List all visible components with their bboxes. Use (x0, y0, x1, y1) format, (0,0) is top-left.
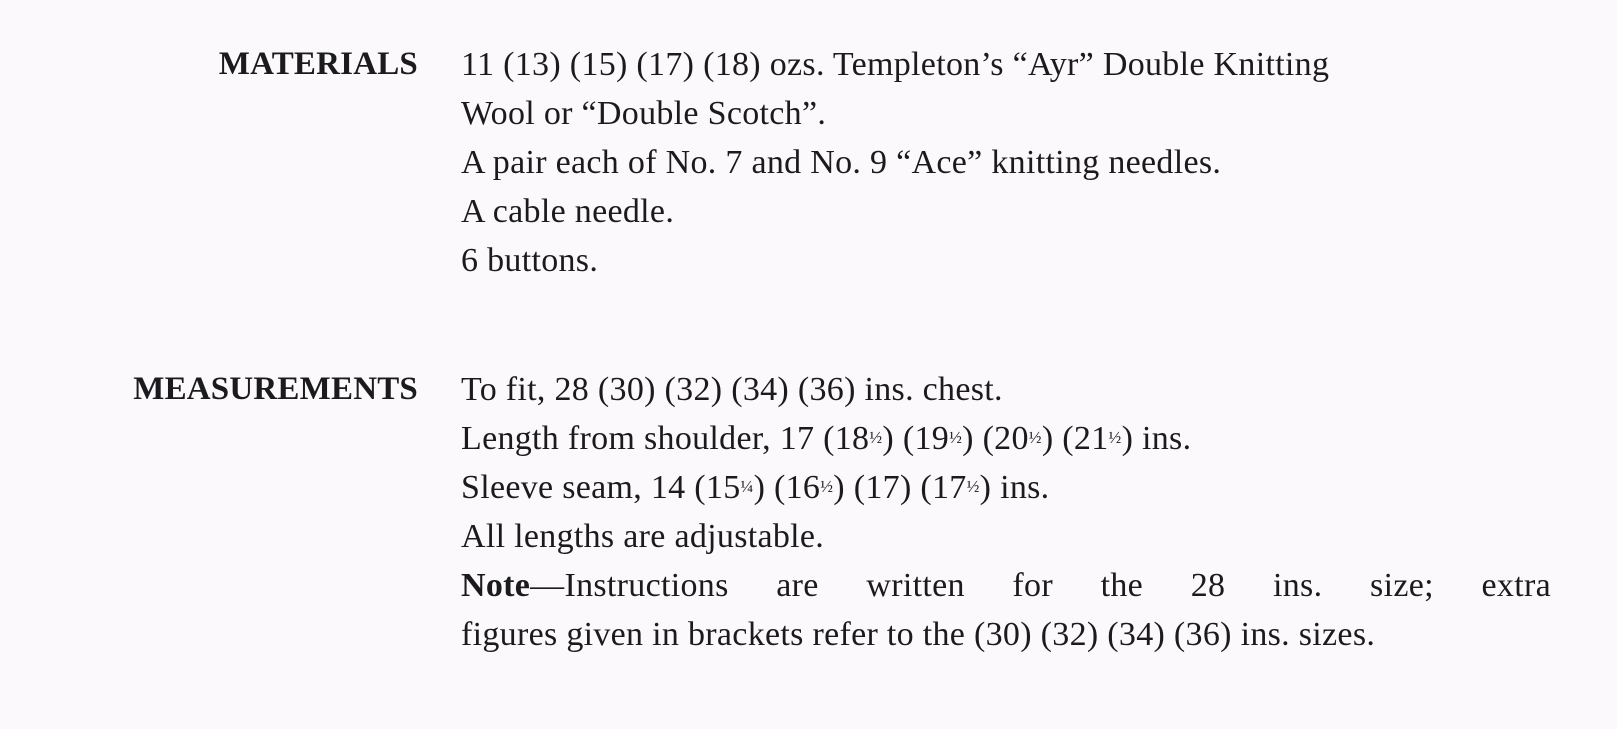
fraction: ½ (1028, 428, 1042, 448)
materials-heading: MATERIALS (218, 46, 418, 82)
length-text: Length from shoulder, 17 (18 (461, 420, 870, 457)
length-text: ) (21 (1041, 420, 1109, 457)
sleeve-text: ) (17) (17 (833, 469, 967, 506)
note-label: Note (461, 567, 531, 604)
note-line (461, 561, 1551, 610)
sleeve-line (461, 463, 1551, 512)
fraction: ½ (869, 428, 883, 448)
sleeve-text: Sleeve seam, 14 (15 (461, 469, 741, 506)
materials-line: 11 (13) (15) (17) (18) ozs. Templeton’s “Ayr” Double Knitting (461, 46, 1330, 83)
materials-list (461, 40, 1551, 285)
fraction: ½ (820, 477, 834, 497)
fraction: ½ (1108, 428, 1122, 448)
measurements-list (461, 365, 1551, 659)
note-line-2: figures given in brackets refer to the (30) (32) (34) (36) ins. sizes. (461, 616, 1376, 653)
sleeve-text: ) (16 (753, 469, 821, 506)
adjustable-line: All lengths are adjustable. (461, 518, 825, 555)
materials-line: Wool or “Double Scotch”. (461, 95, 827, 132)
measurements-heading: MEASUREMENTS (133, 371, 418, 407)
fraction: ½ (966, 477, 980, 497)
length-text: ) (20 (962, 420, 1029, 457)
length-line (461, 414, 1551, 463)
note-text: —Instructions are written for the 28 ins. size; extra (530, 567, 1551, 604)
length-text: ) (19 (882, 420, 950, 457)
fraction: ½ (949, 428, 963, 448)
fit-line: To fit, 28 (30) (32) (34) (36) ins. chest. (461, 371, 1003, 408)
sleeve-text: ) ins. (979, 469, 1050, 506)
materials-line: A pair each of No. 7 and No. 9 “Ace” knitting needles. (461, 144, 1222, 181)
length-text: ) ins. (1121, 420, 1192, 457)
materials-line: 6 buttons. (461, 242, 599, 279)
materials-line: A cable needle. (461, 193, 675, 230)
fraction: ¼ (740, 477, 754, 497)
